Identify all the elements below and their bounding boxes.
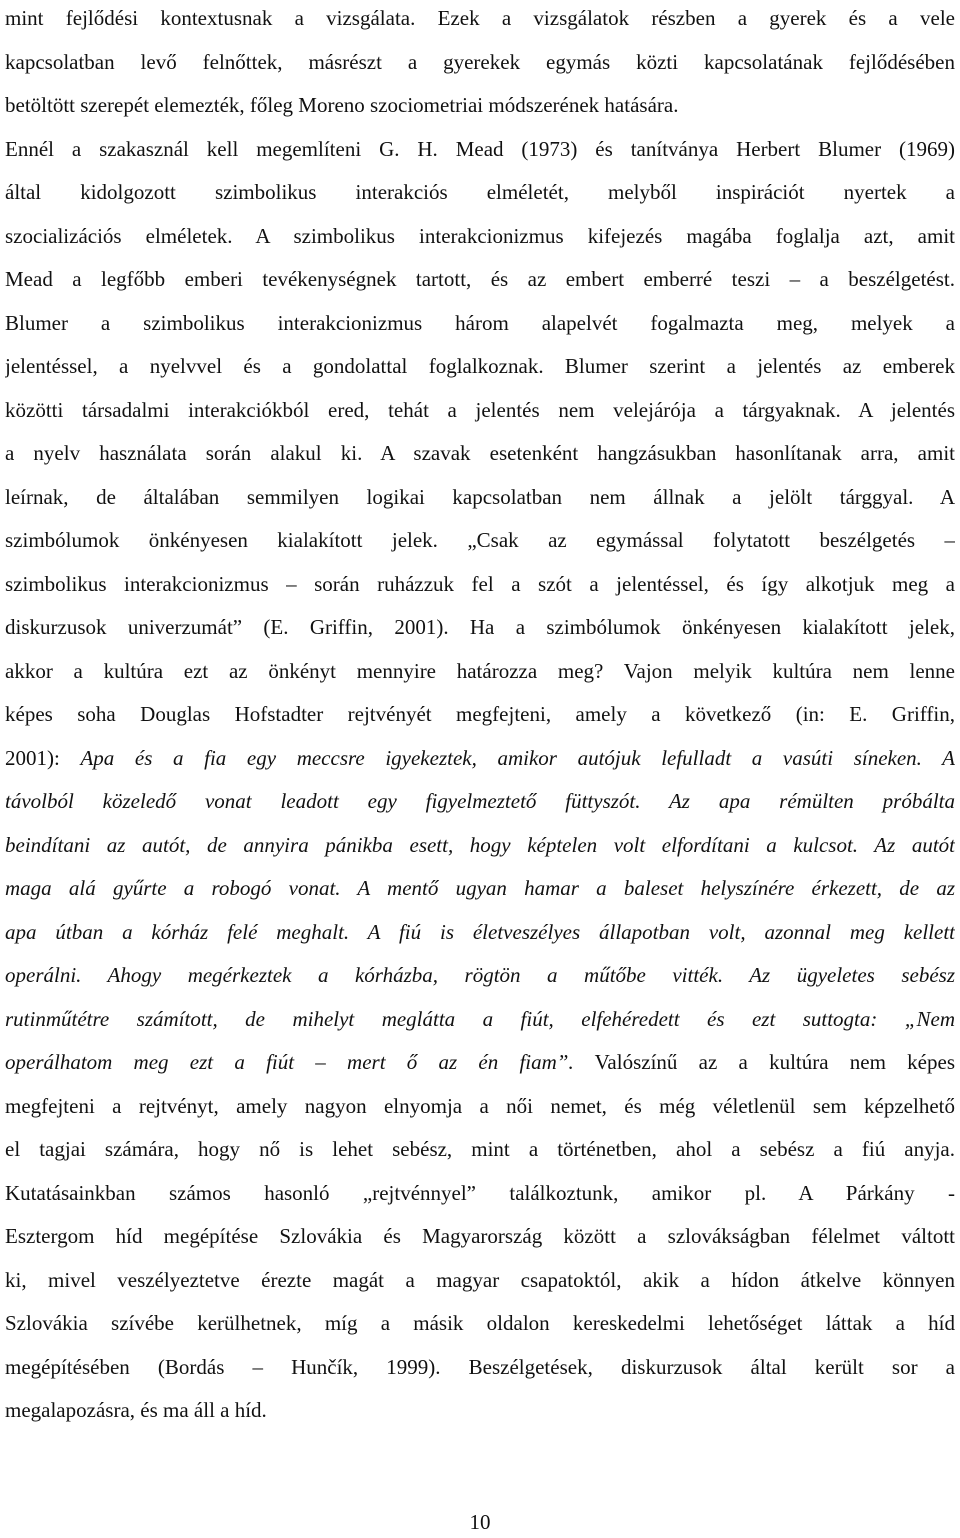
text-line [5, 3, 955, 33]
text-line [5, 1091, 955, 1121]
text-line [5, 221, 955, 251]
text-line [5, 438, 955, 468]
text-span: szimbolikus interakcionizmus – során ruházzuk fel a szót a jelentéssel, és így alkotjuk meg a [5, 572, 955, 596]
text-span: által kidolgozott szimbolikus interakciós elméletét, melyből inspirációt nyertek a [5, 180, 955, 204]
text-span: betöltött szerepét elemezték, főleg Moreno szociometriai módszerének hatására. [5, 93, 679, 117]
italic-text-span: operálni. Ahogy megérkeztek a kórházba, rögtön a műtőbe vitték. Az ügyeletes sebész [5, 963, 955, 987]
text-line [5, 1265, 955, 1295]
text-span: Szlovákia szívébe kerülhetnek, míg a másik oldalon kereskedelmi lehetőséget láttak a híd [5, 1311, 955, 1335]
text-line [5, 1178, 955, 1208]
text-line [5, 1352, 955, 1382]
text-span: el tagjai számára, hogy nő is lehet sebész, mint a történetben, ahol a sebész a fiú anyja. [5, 1137, 955, 1161]
text-line [5, 873, 955, 903]
text-span: diskurzusok univerzumát” (E. Griffin, 2001). Ha a szimbólumok önkényesen kialakított jelek, [5, 615, 955, 639]
text-span: Ennél a szakasznál kell megemlíteni G. H. Mead (1973) és tanítványa Herbert Blumer (1969) [5, 137, 955, 161]
text-line [5, 482, 955, 512]
text-span: Esztergom híd megépítése Szlovákia és Magyarország között a szlovákságban félelmet váltott [5, 1224, 955, 1248]
text-line [5, 569, 955, 599]
text-line [5, 743, 955, 773]
text-line [5, 1004, 955, 1034]
italic-text-span: rutinműtétre számított, de mihelyt meglátta a fiút, elfehéredett és ezt suttogta: „Nem [5, 1007, 955, 1031]
text-span: a nyelv használata során alakul ki. A szavak esetenként hangzásukban hasonlítanak arra, amit [5, 441, 955, 465]
text-span: 2001): [5, 746, 81, 770]
text-line [5, 699, 955, 729]
text-span: kapcsolatban levő felnőttek, másrészt a gyerekek egymás közti kapcsolatának fejlődésében [5, 50, 955, 74]
text-span: Mead a legfőbb emberi tevékenységnek tartott, és az embert emberré teszi – a beszélgetést. [5, 267, 955, 291]
text-span: megfejteni a rejtvényt, amely nagyon elnyomja a női nemet, és még véletlenül sem képzelhető [5, 1094, 955, 1118]
text-line [5, 612, 955, 642]
page-number: 10 [469, 1510, 491, 1534]
text-line [5, 1308, 955, 1338]
text-span: akkor a kultúra ezt az önkényt mennyire határozza meg? Vajon melyik kultúra nem lenne [5, 659, 955, 683]
text-line [5, 525, 955, 555]
text-line [5, 1395, 955, 1425]
text-line [5, 134, 955, 164]
text-line [5, 1134, 955, 1164]
italic-text-span: Apa és a fia egy meccsre igyekeztek, amikor autójuk lefulladt a vasúti síneken. A [80, 746, 955, 770]
italic-text-span: operálhatom meg ezt a fiút – mert ő az én fiam”. [5, 1050, 574, 1074]
text-line [5, 1047, 955, 1077]
text-line [5, 177, 955, 207]
text-line [5, 264, 955, 294]
text-line [5, 308, 955, 338]
text-span: közötti társadalmi interakciókból ered, tehát a jelentés nem velejárója a tárgyaknak. A jelentés [5, 398, 955, 422]
text-line [5, 47, 955, 77]
italic-text-span: maga alá gyűrte a robogó vonat. A mentő ugyan hamar a baleset helyszínére érkezett, de az [5, 876, 955, 900]
text-span: leírnak, de általában semmilyen logikai kapcsolatban nem állnak a jelölt tárggyal. A [5, 485, 955, 509]
text-span: megalapozásra, és ma áll a híd. [5, 1398, 267, 1422]
text-span: Valószínű az a kultúra nem képes [573, 1050, 955, 1074]
text-line [5, 1221, 955, 1251]
text-line [5, 830, 955, 860]
text-span: szocializációs elméletek. A szimbolikus interakcionizmus kifejezés magába foglalja azt, amit [5, 224, 955, 248]
text-span: Blumer a szimbolikus interakcionizmus három alapelvét fogalmazta meg, melyek a [5, 311, 955, 335]
text-span: megépítésében (Bordás – Hunčík, 1999). Beszélgetések, diskurzusok által került sor a [5, 1355, 955, 1379]
text-span: szimbólumok önkényesen kialakított jelek. „Csak az egymással folytatott beszélgetés – [5, 528, 955, 552]
text-span: mint fejlődési kontextusnak a vizsgálata. Ezek a vizsgálatok részben a gyerek és a vele [5, 6, 955, 30]
text-line [5, 395, 955, 425]
text-span: ki, mivel veszélyeztetve érezte magát a magyar csapatoktól, akik a hídon átkelve könnyen [5, 1268, 955, 1292]
text-span: Kutatásainkban számos hasonló „rejtvénnyel” találkoztunk, amikor pl. A Párkány - [5, 1181, 955, 1205]
text-line [5, 351, 955, 381]
text-line [5, 786, 955, 816]
text-line [5, 656, 955, 686]
italic-text-span: apa útban a kórház felé meghalt. A fiú is életveszélyes állapotban volt, azonnal meg kellett [5, 920, 955, 944]
text-line [5, 90, 955, 120]
text-line [5, 917, 955, 947]
text-span: jelentéssel, a nyelvvel és a gondolattal foglalkoznak. Blumer szerint a jelentés az emberek [5, 354, 955, 378]
text-span: képes soha Douglas Hofstadter rejtvényét megfejteni, amely a következő (in: E. Griffin, [5, 702, 955, 726]
text-line [5, 960, 955, 990]
italic-text-span: távolból közeledő vonat leadott egy figyelmeztető füttyszót. Az apa rémülten próbálta [5, 789, 955, 813]
italic-text-span: beindítani az autót, de annyira pánikba esett, hogy képtelen volt elfordítani a kulcsot. Az autót [5, 833, 955, 857]
